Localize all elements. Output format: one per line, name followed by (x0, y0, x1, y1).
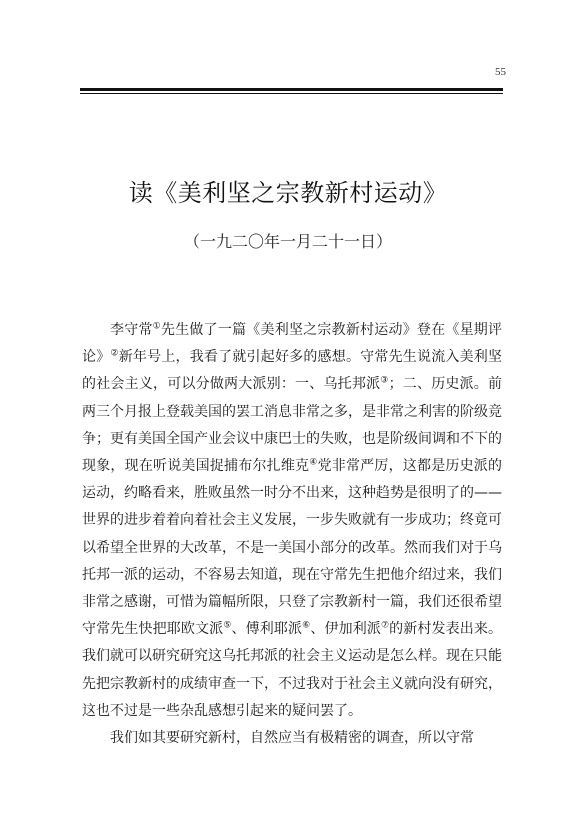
paragraph (82, 725, 502, 752)
footnote-marker[interactable]: ⑦ (380, 620, 390, 631)
footnote-marker[interactable]: ⑥ (302, 620, 311, 631)
text-segment: 李守常 (110, 322, 153, 338)
footnote-marker[interactable]: ② (110, 348, 119, 359)
article-title: 读《美利坚之宗教新村运动》 (128, 179, 448, 207)
text-segment: 新年号上，我看了就引起好多的感想。守常先生说流入美利坚的社会主义，可以分做两大派别：一、乌托邦派 (82, 349, 503, 393)
article-date: （一九二〇年一月二十一日） (183, 232, 392, 251)
text-segment: 、伊加利派 (310, 621, 381, 638)
text-segment: 、傅利耶派 (231, 621, 303, 638)
text-segment: 我们如其要研究新村，自然应当有极精密的调查，所以守常 (110, 730, 474, 747)
article-body (82, 317, 502, 752)
footnote-marker[interactable]: ④ (309, 457, 318, 468)
text-segment: ；二、历史派。前两三个月报上登载美国的罢工消息非常之多，是非常之利害的阶级竞争；更有美国全国产业会议中康巴士的失败，也是阶级间调和不下的现象，现在听说美国捉捕布尔扎维克 (82, 376, 503, 475)
page-number: 55 (495, 66, 506, 78)
text-segment: 党非常严厉，这都是历史派的运动，约略看来，胜败虽然一时分不出来，这种趋势是很明了的——世界的进步着着向着社会主义发展，一步失败就有一步成功；终竟可以希望全世界的大改革，不是一美国小部分的改革。然而我们对于乌托邦一派的运动，不容易去知道，现在守常先生把他介绍过来，我们非常之感谢，可惜为篇幅所限，只登了宗教新村一篇，我们还很希望守常先生快把耶欧文派 (82, 458, 503, 638)
footnote-marker[interactable]: ① (152, 321, 161, 332)
header-rule-thick (80, 88, 503, 91)
footnote-marker[interactable]: ③ (380, 375, 389, 386)
header-rule-thin (80, 93, 503, 94)
paragraph (82, 317, 502, 725)
footnote-marker[interactable]: ⑤ (223, 620, 232, 631)
text-segment: 先生做了一篇《美利坚之宗教新村运动》登在《星期评论》 (82, 322, 503, 366)
text-segment: 的新村发表出来。我们就可以研究研究这乌托邦派的社会主义运动是怎么样。现在只能先把宗教新村的成绩审查一下，不过我对于社会主义就向没有研究，这也不过是一些杂乱感想引起来的疑问罢了。 (82, 621, 503, 719)
